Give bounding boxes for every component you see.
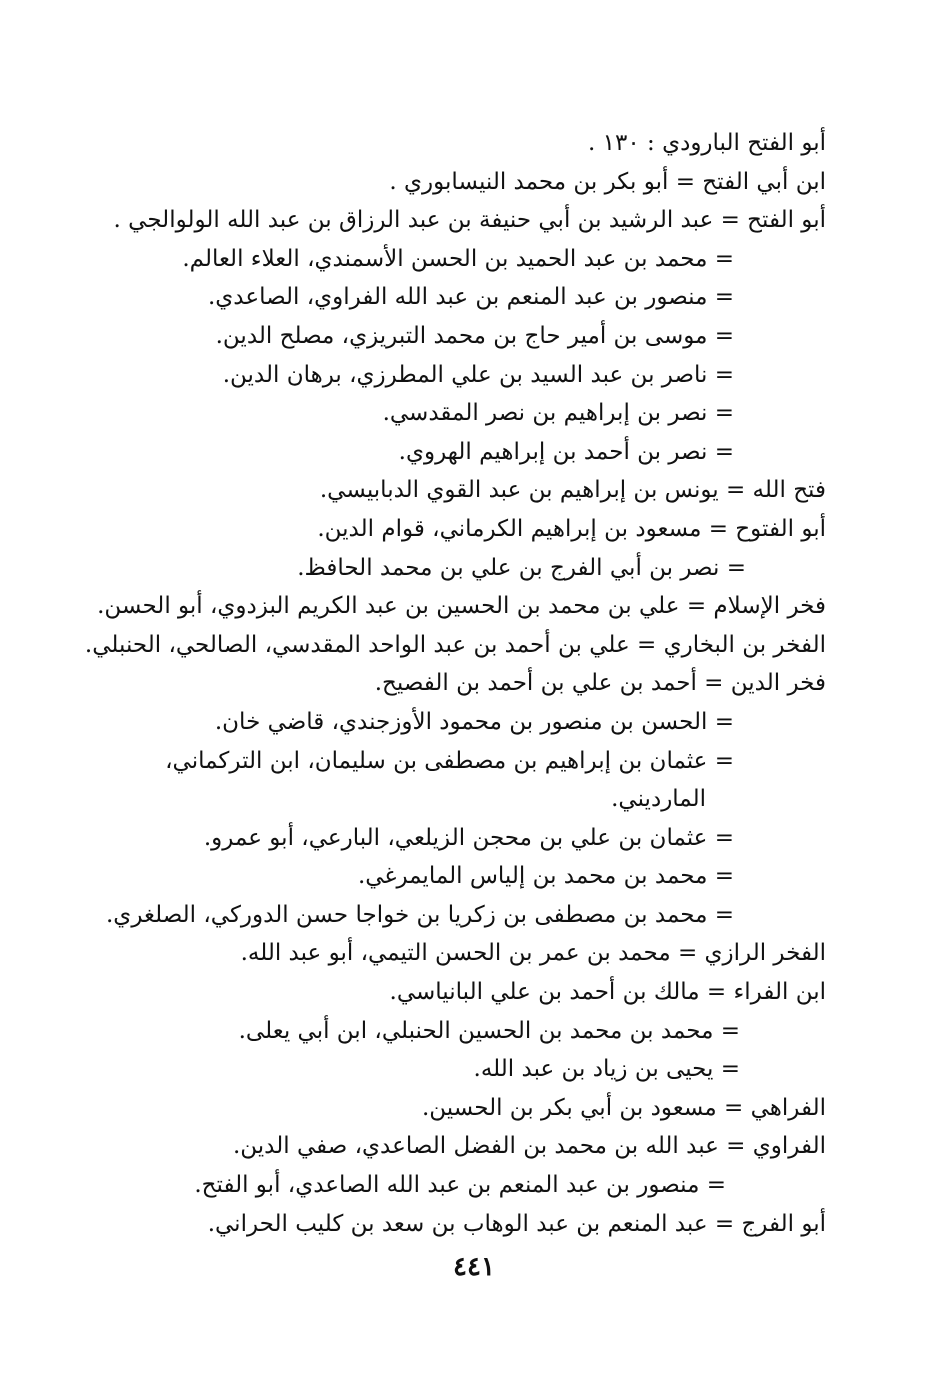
index-entry: الفخر بن البخاري = علي بن أحمد بن عبد الواحد المقدسي، الصالحي، الحنبلي. — [84, 631, 826, 658]
index-entry: الفراوي = عبد الله بن محمد بن الفضل الصاعدي، صفي الدين. — [232, 1133, 826, 1160]
index-entry: = ناصر بن عبد السيد بن علي المطرزي، برهان الدين. — [222, 361, 734, 388]
index-entry: = محمد بن محمد بن الحسين الحنبلي، ابن أبي يعلى. — [238, 1017, 740, 1044]
index-entry-continuation: المارديني. — [611, 786, 706, 813]
index-entry: = نصر بن إبراهيم بن نصر المقدسي. — [382, 400, 734, 427]
index-entry: = نصر بن أحمد بن إبراهيم الهروي. — [398, 438, 734, 465]
index-entry: = عثمان بن إبراهيم بن مصطفى بن سليمان، ابن التركماني، — [165, 747, 734, 774]
index-entry: = عثمان بن علي بن محجن الزيلعي، البارعي، أبو عمرو. — [203, 824, 734, 851]
index-entry: فخر الإسلام = علي بن محمد بن الحسين بن عبد الكريم البزدوي، أبو الحسن. — [97, 593, 826, 620]
index-entry: = يحيى بن زياد بن عبد الله. — [473, 1056, 740, 1083]
index-entry: = موسى بن أمير حاج بن محمد التبريزي، مصلح الدين. — [215, 322, 734, 349]
index-entry: فخر الدين = أحمد بن علي بن أحمد بن الفصيح. — [374, 670, 826, 697]
index-entry: الفخر الرازي = محمد بن عمر بن الحسن التيمي، أبو عبد الله. — [240, 940, 826, 967]
page-number: ٤٤١ — [453, 1252, 495, 1282]
index-entry: أبو الفرج = عبد المنعم بن عبد الوهاب بن سعد بن كليب الحراني. — [207, 1210, 826, 1237]
index-entry: = نصر بن أبي الفرج بن علي بن محمد الحافظ. — [297, 554, 746, 581]
index-entry: ابن الفراء = مالك بن أحمد بن علي البانياسي. — [389, 979, 826, 1006]
index-entries — [84, 124, 826, 1243]
index-entry: = الحسن بن منصور بن محمود الأوزجندي، قاضي خان. — [214, 708, 734, 735]
index-entry: = منصور بن عبد المنعم بن عبد الله الصاعدي، أبو الفتح. — [194, 1172, 726, 1199]
index-entry: = منصور بن عبد المنعم بن عبد الله الفراوي، الصاعدي. — [207, 284, 734, 311]
index-entry: ابن أبي الفتح = أبو بكر بن محمد النيسابوري . — [389, 168, 826, 195]
index-entry: الفراهي = مسعود بن أبي بكر بن الحسين. — [421, 1094, 826, 1121]
index-entry: أبو الفتح البارودي : ١٣٠ . — [588, 130, 826, 156]
index-entry: أبو الفتح = عبد الرشيد بن أبي حنيفة بن عبد الرزاق بن عبد الله الولوالجي . — [113, 207, 826, 234]
index-entry: = محمد بن مصطفى بن زكريا بن خواجا حسن الدوركي، الصلغري. — [106, 901, 734, 928]
index-entry: = محمد بن عبد الحميد بن الحسن الأسمندي، العلاء العالم. — [182, 245, 734, 272]
index-entry: أبو الفتوح = مسعود بن إبراهيم الكرماني، قوام الدين. — [317, 515, 826, 542]
index-entry: = محمد بن محمد بن إلياس المايمرغي. — [357, 863, 734, 890]
index-entry: فتح الله = يونس بن إبراهيم بن عبد القوي الدبابيسي. — [319, 477, 826, 504]
